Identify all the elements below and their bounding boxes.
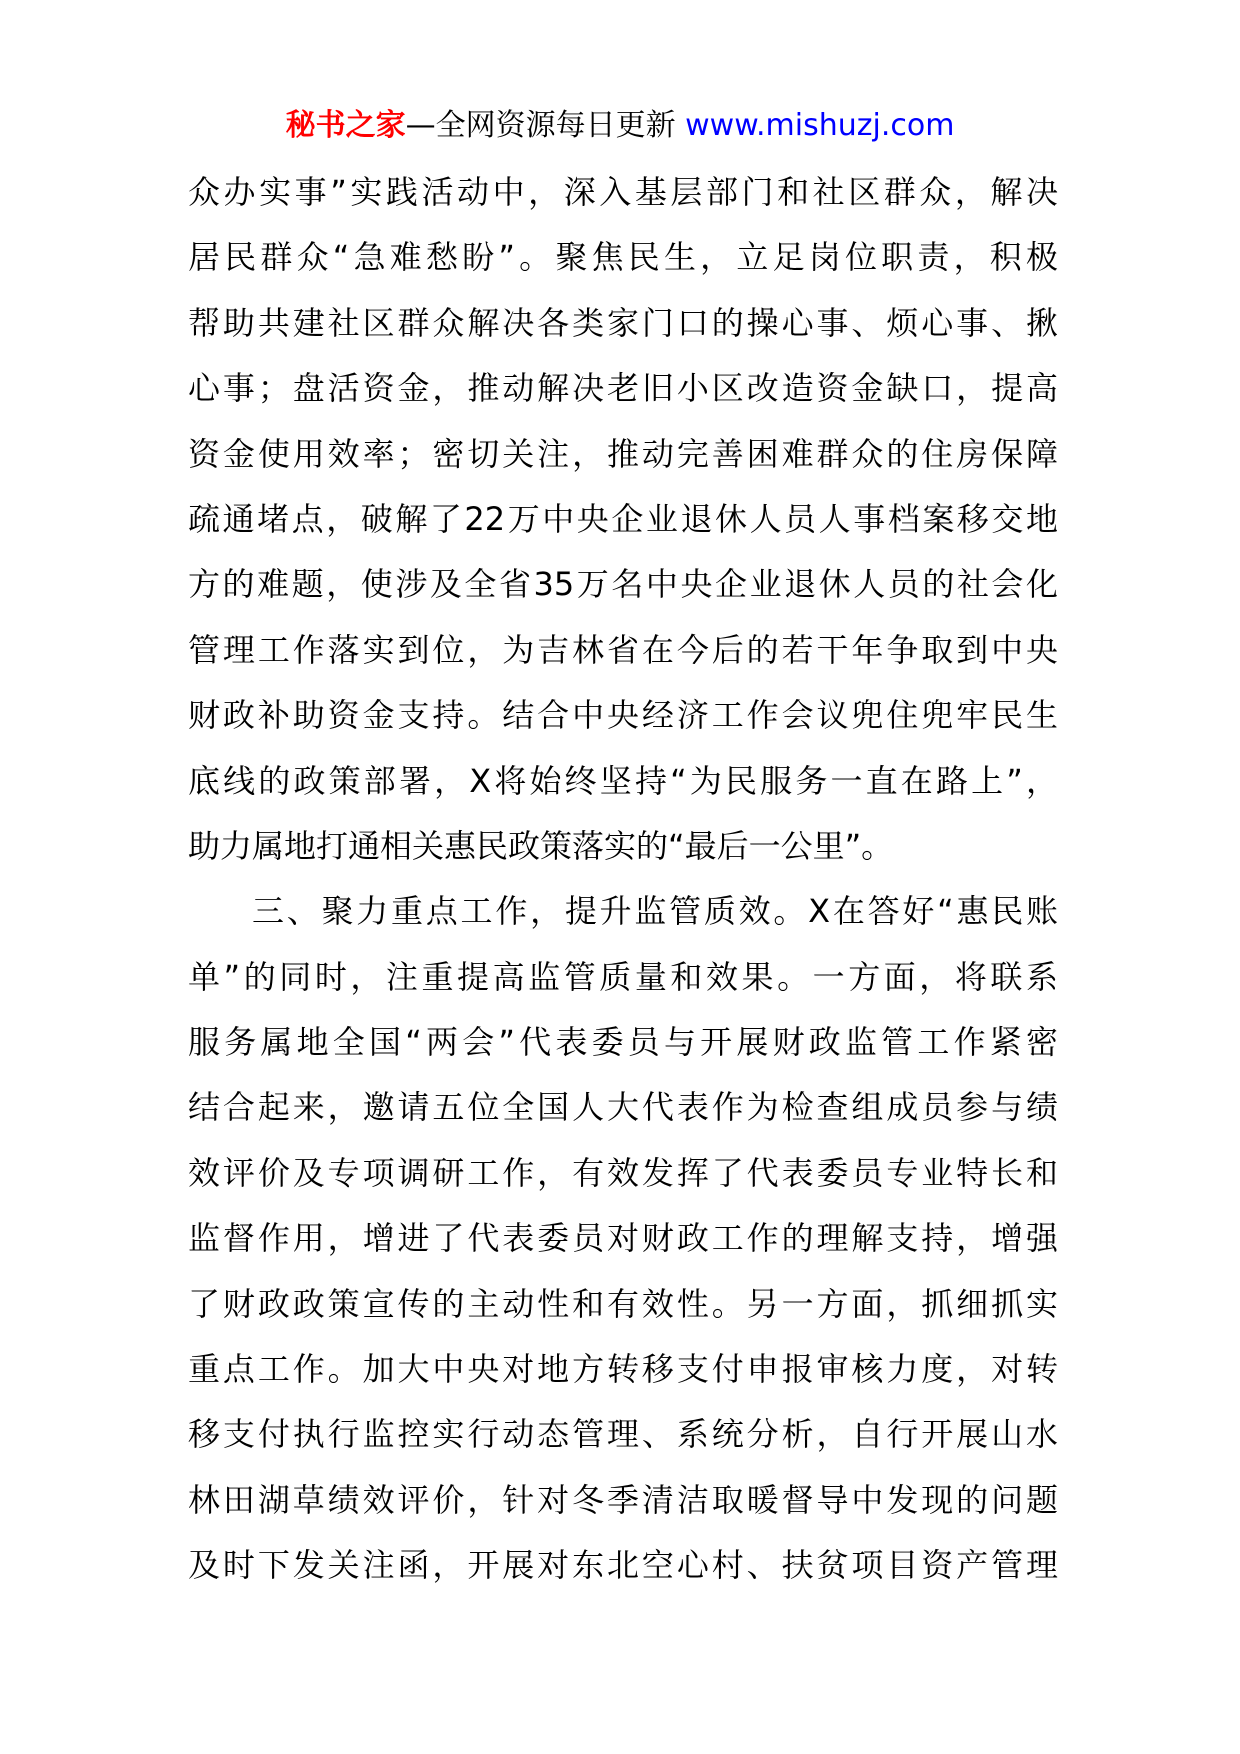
brand-name: 秘书之家 bbox=[285, 108, 406, 143]
text-line: 疏通堵点，破解了22万中央企业退休人员人事档案移交地 bbox=[188, 499, 1058, 538]
document-body bbox=[188, 160, 1058, 1599]
site-tagline: —全网资源每日更新 bbox=[405, 108, 676, 143]
text-line: 单”的同时，注重提高监管质量和效果。一方面，将联系 bbox=[188, 957, 1058, 996]
paragraph-end-line: 助力属地打通相关惠民政策落实的“最后一公里”。 bbox=[188, 826, 894, 865]
section-heading-line: 三、聚力重点工作，提升监管质效。X在答好“惠民账 bbox=[252, 892, 1058, 931]
site-url[interactable]: www.mishuzj.com bbox=[685, 108, 955, 143]
text-line: 方的难题，使涉及全省35万名中央企业退休人员的社会化 bbox=[188, 565, 1058, 604]
text-line: 帮助共建社区群众解决各类家门口的操心事、烦心事、揪 bbox=[188, 303, 1058, 342]
text-line: 移支付执行监控实行动态管理、系统分析，自行开展山水 bbox=[188, 1415, 1058, 1454]
text-line: 效评价及专项调研工作，有效发挥了代表委员专业特长和 bbox=[188, 1153, 1058, 1192]
text-line: 资金使用效率；密切关注，推动完善困难群众的住房保障 bbox=[188, 434, 1058, 473]
text-line: 了财政政策宣传的主动性和有效性。另一方面，抓细抓实 bbox=[188, 1284, 1058, 1323]
text-line: 林田湖草绩效评价，针对冬季清洁取暖督导中发现的问题 bbox=[188, 1480, 1058, 1519]
text-line: 重点工作。加大中央对地方转移支付申报审核力度，对转 bbox=[188, 1350, 1058, 1389]
text-line: 服务属地全国“两会”代表委员与开展财政监管工作紧密 bbox=[188, 1023, 1058, 1062]
text-line: 管理工作落实到位，为吉林省在今后的若干年争取到中央 bbox=[188, 630, 1058, 669]
text-line: 居民群众“急难愁盼”。聚焦民生，立足岗位职责，积极 bbox=[188, 238, 1058, 277]
text-line: 众办实事”实践活动中，深入基层部门和社区群众，解决 bbox=[188, 173, 1058, 211]
text-line: 财政补助资金支持。结合中央经济工作会议兜住兜牢民生 bbox=[188, 696, 1058, 735]
text-line: 心事；盘活资金，推动解决老旧小区改造资金缺口，提高 bbox=[188, 369, 1058, 408]
text-line: 及时下发关注函，开展对东北空心村、扶贫项目资产管理 bbox=[188, 1546, 1058, 1585]
text-line: 监督作用，增进了代表委员对财政工作的理解支持，增强 bbox=[188, 1219, 1058, 1258]
text-line: 底线的政策部署，X将始终坚持“为民服务一直在路上”， bbox=[188, 761, 1058, 800]
site-header bbox=[0, 104, 1240, 148]
text-line: 结合起来，邀请五位全国人大代表作为检查组成员参与绩 bbox=[188, 1088, 1058, 1127]
